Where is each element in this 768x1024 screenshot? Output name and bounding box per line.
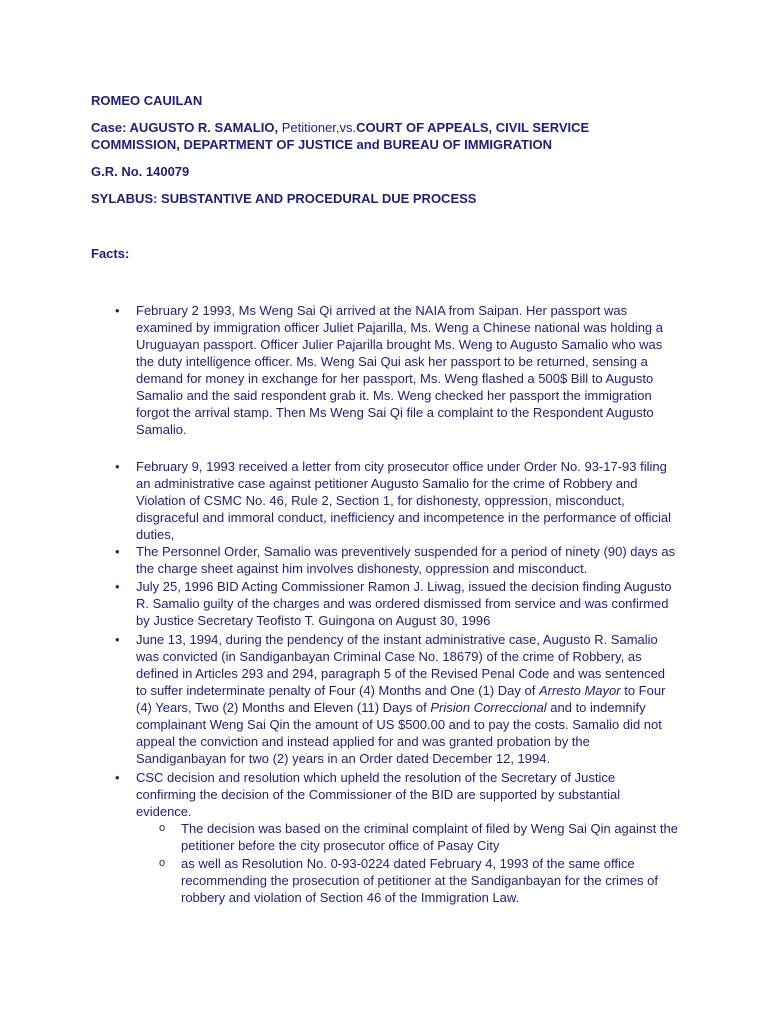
bullet-icon: •	[115, 544, 120, 559]
list-item	[115, 631, 676, 767]
bullet-icon: •	[115, 632, 120, 647]
case-label: Case:	[91, 120, 130, 135]
circle-bullet-icon: o	[159, 822, 166, 834]
text-run: June 13, 1994, during the pendency of the instant administrative case, Augusto R. Samalio was convicted (in Sandiganbayan Criminal Case No. 18679) of the crime of Robbery, as defined in Articles 293 and 294, paragraph 5 of the Revised Penal Code and was sentenced to suffer indeterminate penalty of Four (4) Months and One (1) Day of	[136, 632, 666, 698]
italic-term: Arresto Mayor	[538, 683, 621, 698]
sub-list-item	[159, 820, 681, 854]
case-petitioner: AUGUSTO R. SAMALIO,	[129, 120, 279, 135]
list-item-text: The Personnel Order, Samalio was preventively suspended for a period of ninety (90) days as the charge sheet against him involves dishonesty, oppression and misconduct.	[136, 544, 676, 576]
list-item	[115, 302, 676, 438]
list-item	[115, 769, 676, 820]
italic-term: Prision Correccional	[430, 700, 547, 715]
list-item-text: July 25, 1996 BID Acting Commissioner Ramon J. Liwag, issued the decision finding Augusto R. Samalio guilty of the charges and was ordered dismissed from service and was confirmed by Justice Secretary Teofisto T. Guingona on August 30, 1996	[136, 579, 672, 628]
bullet-icon: •	[115, 459, 120, 474]
text-run: to Four (4) Years, Two (2) Months and Eleven (11) Days of	[136, 683, 666, 715]
list-item-text: February 2 1993, Ms Weng Sai Qi arrived at the NAIA from Saipan. Her passport was examined by immigration officer Juliet Pajarilla, Ms. Weng a Chinese national was holding a Uruguayan passport. Officer Julier Pajarilla brought Ms. Weng to Augusto Samalio who was the duty intelligence officer. Ms. Weng Sai Qui ask her passport to be returned, sensing a demand for money in exchange for her passport, Ms. Weng flashed a 500$ Bill to Augusto Samalio and the said respondent grab it. Ms. Weng checked her passport the immigration forgot the arrival stamp. Then Ms Weng Sai Qi file a complaint to the Respondent Augusto Samalio.	[136, 303, 664, 437]
text-run: and to indemnify complainant Weng Sai Qin the amount of US $500.00 and to pay the costs. Samalio did not appeal the conviction and instead applied for and was granted probation by the Sandiganbayan for two (2) years in an Order dated December 12, 1994.	[136, 700, 662, 766]
bullet-icon: •	[115, 303, 120, 318]
case-respondents: COURT OF APPEALS, CIVIL SERVICE COMMISSION, DEPARTMENT OF JUSTICE and BUREAU OF IMMIGRATION	[91, 120, 590, 152]
syllabus-line: SYLABUS: SUBSTANTIVE AND PROCEDURAL DUE PROCESS	[91, 191, 477, 206]
bullet-icon: •	[115, 579, 120, 594]
facts-heading: Facts:	[91, 246, 130, 261]
list-item	[115, 578, 676, 629]
list-item-text: February 9, 1993 received a letter from city prosecutor office under Order No. 93-17-93 filing an administrative case against petitioner Augusto Samalio for the crime of Robbery and Violation of CSMC No. 46, Rule 2, Section 1, for dishonesty, oppression, misconduct, disgraceful and immoral conduct, inefficiency and incompetence in the performance of official duties,	[136, 459, 671, 542]
sub-list-item-text: as well as Resolution No. 0-93-0224 dated February 4, 1993 of the same office recommending the prosecution of petitioner at the Sandiganbayan for the crimes of robbery and violation of Section 46 of the Immigration Law.	[181, 856, 658, 905]
list-item	[115, 458, 676, 543]
case-caption	[91, 119, 651, 153]
list-item-text: CSC decision and resolution which upheld the resolution of the Secretary of Justice confirming the decision of the Commissioner of the BID are supported by substantial evidence.	[136, 770, 621, 819]
bullet-icon: •	[115, 770, 120, 785]
case-petitioner-role: Petitioner,vs.	[278, 120, 357, 135]
circle-bullet-icon: o	[159, 857, 166, 869]
list-item	[115, 543, 676, 577]
sub-list-item-text: The decision was based on the criminal complaint of filed by Weng Sai Qin against the petitioner before the city prosecutor office of Pasay City	[181, 821, 678, 853]
gr-number: G.R. No. 140079	[91, 164, 190, 179]
sub-list-item	[159, 855, 681, 906]
author-name: ROMEO CAUILAN	[91, 93, 203, 108]
list-item-text	[136, 632, 665, 766]
